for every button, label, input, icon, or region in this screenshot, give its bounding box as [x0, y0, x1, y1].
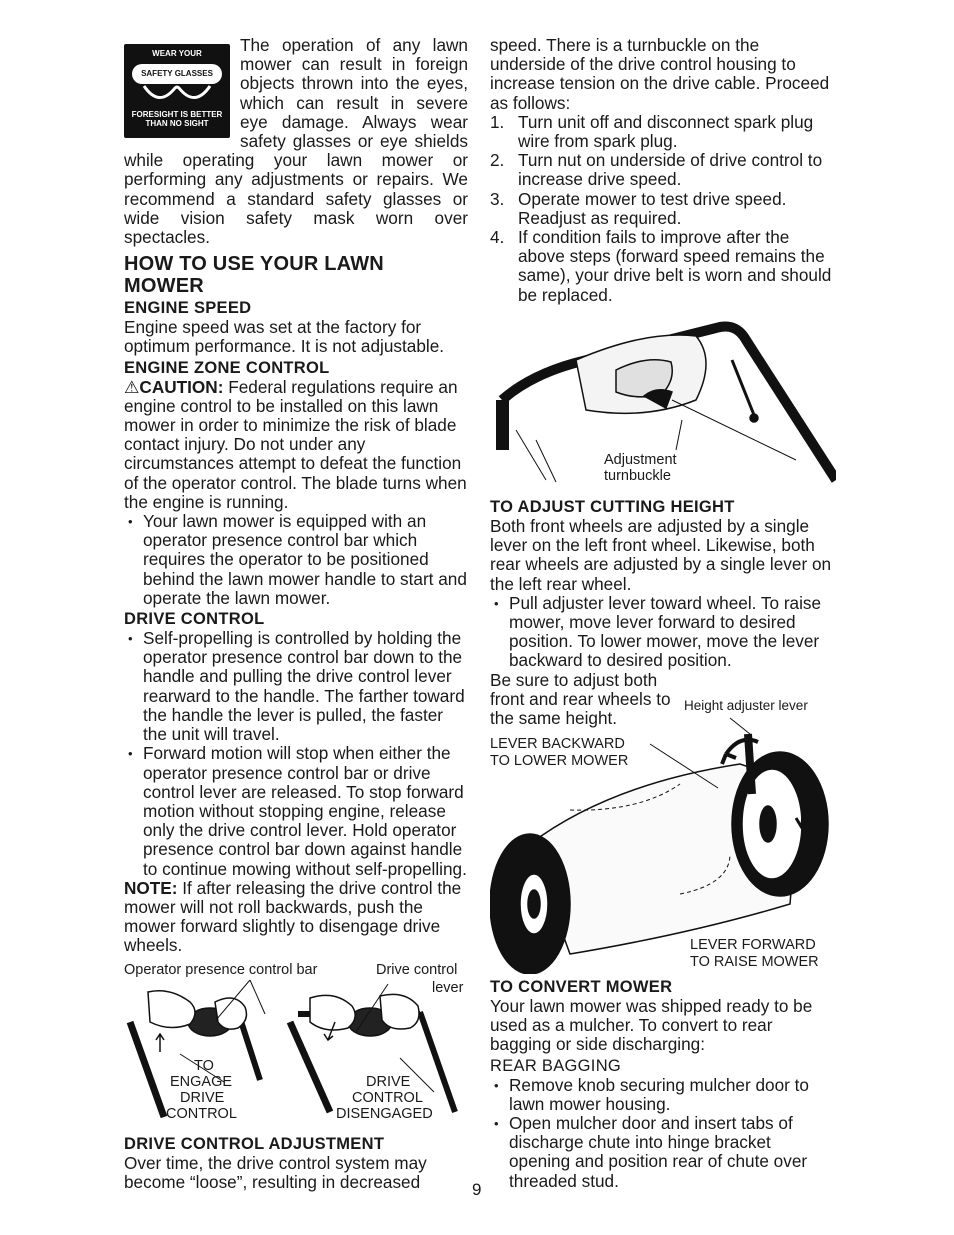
height-adjuster-figure	[490, 694, 836, 974]
cutting-height-text: Both front wheels are adjusted by a single lever on the left front wheel. Likewise, both rear wheels are adjusted by a single lever on the left rear wheel.	[490, 516, 832, 594]
label-lever-forward-1: LEVER FORWARD	[690, 937, 816, 953]
caution-text: Federal regulations require an engine control to be installed on this lawn mower in order to minimize the risk of blade contact injury. Do not under any circumstances attempt to defeat the function of the operator control. The blade turns when the engine is running.	[124, 376, 467, 512]
drive-bullet-list	[124, 629, 468, 879]
adjustment-steps-list	[490, 113, 834, 305]
label-engage-3: DRIVE	[180, 1090, 225, 1106]
list-item: • Self-propelling is controlled by holding the operator presence control bar down to the handle and pulling the drive control lever rearward to the handle. The farther toward the handle the lever is pulled, the faster the unit will travel.	[124, 629, 468, 744]
glasses-shape-icon	[142, 84, 212, 106]
safety-intro-text: The operation of any lawn mower can result in foreign objects thrown into the eyes, which can result in severe eye damage. Always wear safety glasses or eye shields while operating your lawn mower or performing any adjustments or repairs. We recommend a standard safety glasses or wide vision safety mask worn over spectacles.	[124, 35, 468, 248]
note-label: NOTE:	[124, 877, 178, 898]
warning-triangle-icon: ⚠	[124, 376, 140, 397]
list-item: 1. Turn unit off and disconnect spark plug wire from spark plug.	[490, 111, 814, 152]
zone-bullet-list	[124, 512, 468, 608]
cutting-height-text-2: Be sure to adjust both front and rear wheels to the same height.	[490, 669, 671, 729]
list-item: 2. Turn nut on underside of drive control to increase drive speed.	[490, 150, 823, 190]
badge-line4: THAN NO SIGHT	[145, 119, 209, 128]
label-engage-4: CONTROL	[166, 1106, 237, 1122]
label-adjustment: Adjustment	[604, 452, 677, 468]
list-item: • Open mulcher door and insert tabs of discharge chute into hinge bracket opening and position rear of chute over threaded stud.	[490, 1114, 834, 1191]
badge-line3: FORESIGHT IS BETTER	[131, 110, 223, 119]
left-column	[124, 36, 468, 956]
caution-label: CAUTION:	[139, 376, 224, 397]
label-disengaged-1: DRIVE	[366, 1074, 411, 1090]
list-item: 4. If condition fails to improve after the above steps (forward speed remains the same), your drive belt is worn and should be replaced.	[490, 227, 832, 305]
safety-glasses-icon	[124, 44, 230, 138]
engine-speed-text: Engine speed was set at the factory for optimum performance. It is not adjustable.	[124, 317, 445, 357]
list-item: • Forward motion will stop when either the operator presence control bar or drive control lever are released. To stop forward motion without stopping engine, release only the drive control lever. Hold operator presence control bar down against handle to continue mowing without self-propelling.	[124, 744, 468, 878]
list-item: 3. Operate mower to test drive speed. Readjust as required.	[490, 188, 787, 228]
heading-adjust-cutting-height: TO ADJUST CUTTING HEIGHT	[490, 498, 735, 516]
heading-convert-mower: TO CONVERT MOWER	[490, 978, 673, 996]
label-lever-backward-2: TO LOWER MOWER	[490, 753, 629, 769]
heading-engine-zone-control: ENGINE ZONE CONTROL	[124, 358, 330, 377]
note-paragraph	[124, 879, 468, 956]
heading-drive-control: DRIVE CONTROL	[124, 610, 265, 629]
caution-paragraph	[124, 378, 468, 512]
drive-control-adjustment-section	[124, 1133, 468, 1192]
adjustment-continued-text: speed. There is a turnbuckle on the underside of the drive control housing to increase tension on the drive cable. Proceed as follows:	[490, 35, 830, 113]
label-lever-backward-1: LEVER BACKWARD	[490, 736, 625, 752]
list-item: • Pull adjuster lever toward wheel. To raise mower, move lever forward to desired position. To lower mower, move the lever backward to desired position.	[490, 594, 834, 671]
adjustment-text: Over time, the drive control system may become “loose”, resulting in decreased	[124, 1153, 427, 1193]
heading-drive-control-adjustment: DRIVE CONTROL ADJUSTMENT	[124, 1135, 385, 1153]
label-drive-control-lever-2: lever	[432, 980, 464, 996]
label-drive-control-lever-1: Drive control	[376, 962, 458, 978]
heading-rear-bagging: REAR BAGGING	[490, 1056, 622, 1075]
label-height-adjuster-lever: Height adjuster lever	[684, 698, 808, 713]
note-text: If after releasing the drive control the mower will not roll backwards, push the mower forward slightly to disengage drive wheels.	[124, 877, 462, 956]
badge-line1: WEAR YOUR	[152, 49, 202, 58]
label-lever-forward-2: TO RAISE MOWER	[690, 954, 819, 970]
convert-mower-section	[490, 976, 834, 1191]
page-number: 9	[472, 1180, 482, 1199]
list-item: • Remove knob securing mulcher door to lawn mower housing.	[490, 1076, 834, 1114]
label-disengaged-2: CONTROL	[352, 1090, 423, 1106]
label-engage-2: ENGAGE	[170, 1074, 233, 1090]
turnbuckle-figure	[496, 300, 836, 490]
label-engage-1: TO	[194, 1058, 214, 1074]
cutting-height-bullets	[490, 594, 834, 671]
convert-text: Your lawn mower was shipped ready to be used as a mulcher. To convert to rear bagging or side discharging:	[490, 996, 813, 1055]
rear-bagging-bullets	[490, 1076, 834, 1191]
label-turnbuckle: turnbuckle	[604, 468, 671, 484]
label-operator-presence-control-bar: Operator presence control bar	[124, 962, 318, 978]
badge-line2: SAFETY GLASSES	[132, 64, 222, 84]
list-item: • Your lawn mower is equipped with an operator presence control bar which requires the operator to be positioned behind the lawn mower handle to start and operate the lawn mower.	[124, 512, 468, 608]
section-heading-how-to-use: HOW TO USE YOUR LAWN MOWER	[124, 253, 384, 298]
drive-control-figure	[120, 962, 470, 1132]
label-disengaged-3: DISENGAGED	[336, 1106, 433, 1122]
right-column	[490, 36, 834, 305]
heading-engine-speed: ENGINE SPEED	[124, 299, 252, 318]
